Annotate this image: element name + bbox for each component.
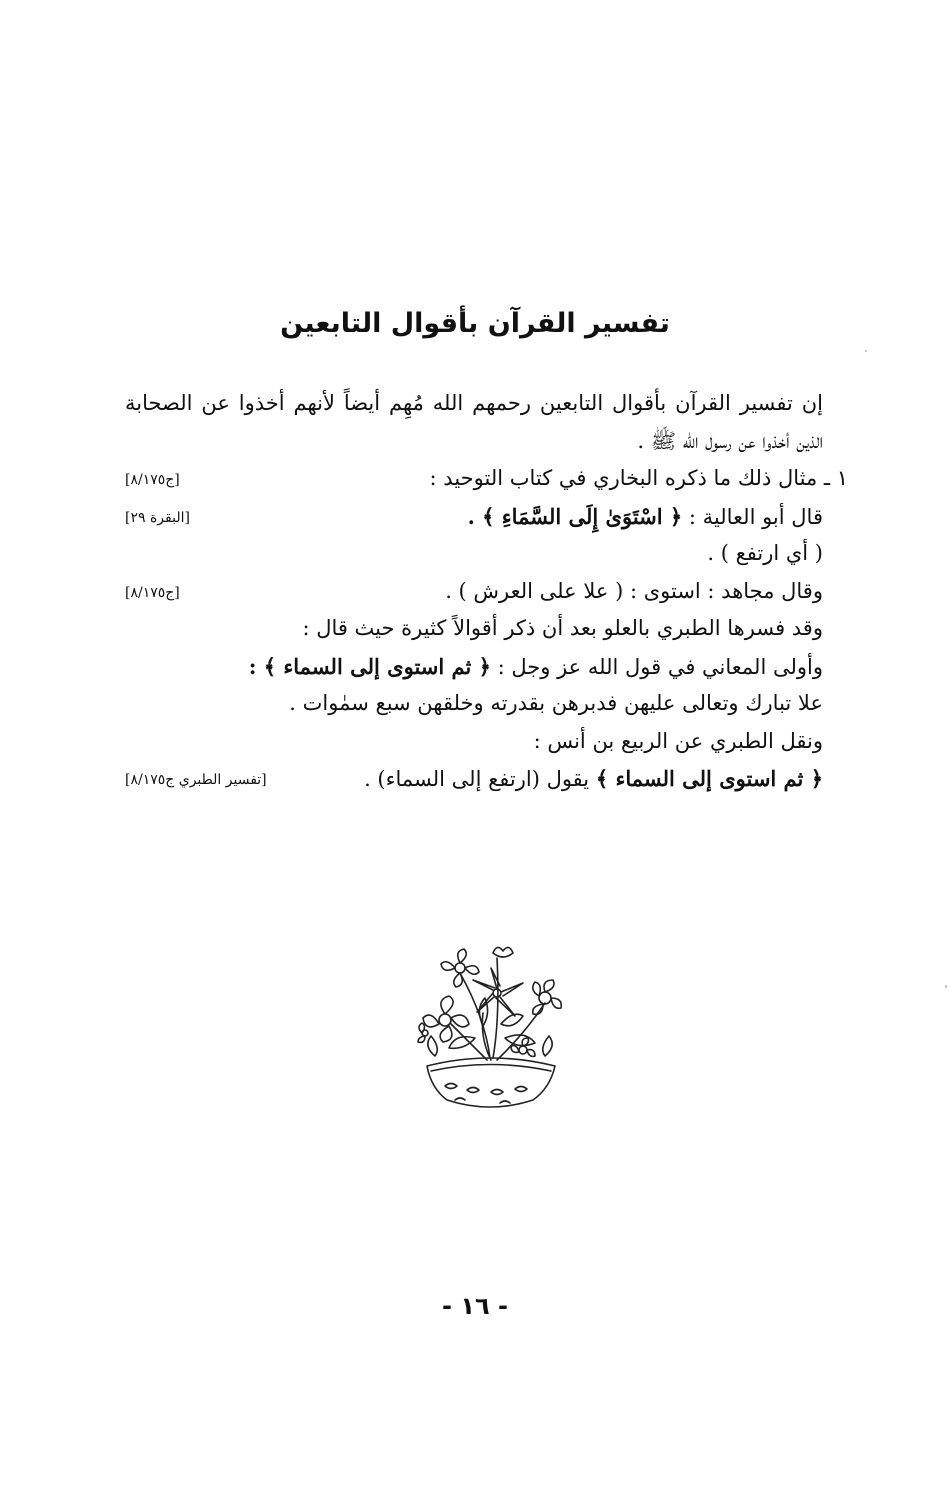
page-number: - ١٦ - bbox=[442, 1292, 508, 1320]
text-line bbox=[125, 760, 823, 798]
line-text: إن تفسير القرآن بأقوال التابعين رحمهم الله مُهِم أيضاً لأنهم أخذوا عن الصحابة bbox=[125, 391, 823, 415]
text-line bbox=[125, 685, 823, 723]
reference-note: [ج٨/١٧٥] bbox=[125, 472, 180, 488]
scan-speck bbox=[945, 985, 947, 988]
quran-quote: ﴿ ثم استوى إلى السماء ﴾ : bbox=[248, 653, 491, 679]
text-line bbox=[125, 498, 823, 536]
line-text-plain: وأولى المعاني في قول الله عز وجل : bbox=[497, 654, 823, 679]
text-line bbox=[125, 610, 823, 648]
line-text bbox=[364, 760, 823, 798]
line-text-plain: يقول (ارتفع إلى السماء) . bbox=[364, 767, 590, 791]
quran-quote: ﴿ اسْتَوَىٰ إِلَى السَّمَاءِ ﴾ . bbox=[467, 503, 683, 529]
line-text: ( أي ارتفع ) . bbox=[707, 541, 823, 565]
reference-note: [البقرة ٢٩] bbox=[125, 509, 190, 526]
scan-speck bbox=[865, 350, 867, 352]
text-line bbox=[125, 648, 823, 686]
line-text bbox=[249, 648, 823, 686]
reference-note: [تفسير الطبري ج٨/١٧٥] bbox=[125, 772, 267, 788]
line-text: ١ ـ مثال ذلك ما ذكره البخاري في كتاب التوحيد : bbox=[429, 466, 848, 490]
flower-pot-icon bbox=[405, 938, 575, 1113]
line-text: علا تبارك وتعالى عليهن فدبرهن بقدرته وخلقهن سبع سمٰوات . bbox=[289, 691, 823, 715]
reference-note: [ج٨/١٧٥] bbox=[125, 584, 180, 601]
line-text: الذين أخذوا عن رسول الله ﷺ . bbox=[637, 428, 823, 453]
page-title: تفسير القرآن بأقوال التابعين bbox=[280, 308, 670, 339]
text-line bbox=[125, 723, 823, 761]
text-line bbox=[125, 460, 848, 498]
line-text bbox=[468, 498, 823, 536]
line-text: ونقل الطبري عن الربيع بن أنس : bbox=[533, 728, 823, 753]
line-text-plain: قال أبو العالية : bbox=[688, 504, 823, 529]
text-line bbox=[125, 423, 823, 461]
text-line bbox=[125, 535, 823, 573]
text-line bbox=[125, 385, 823, 423]
line-text: وقد فسرها الطبري بالعلو بعد أن ذكر أقوالاً كثيرة حيث قال : bbox=[302, 616, 823, 640]
quran-quote: ﴿ ثم استوى إلى السماء ﴾ bbox=[595, 766, 823, 791]
body-text bbox=[125, 385, 848, 798]
line-text: وقال مجاهد : استوى : ( علا على العرش ) . bbox=[445, 578, 823, 603]
text-line bbox=[125, 573, 823, 611]
